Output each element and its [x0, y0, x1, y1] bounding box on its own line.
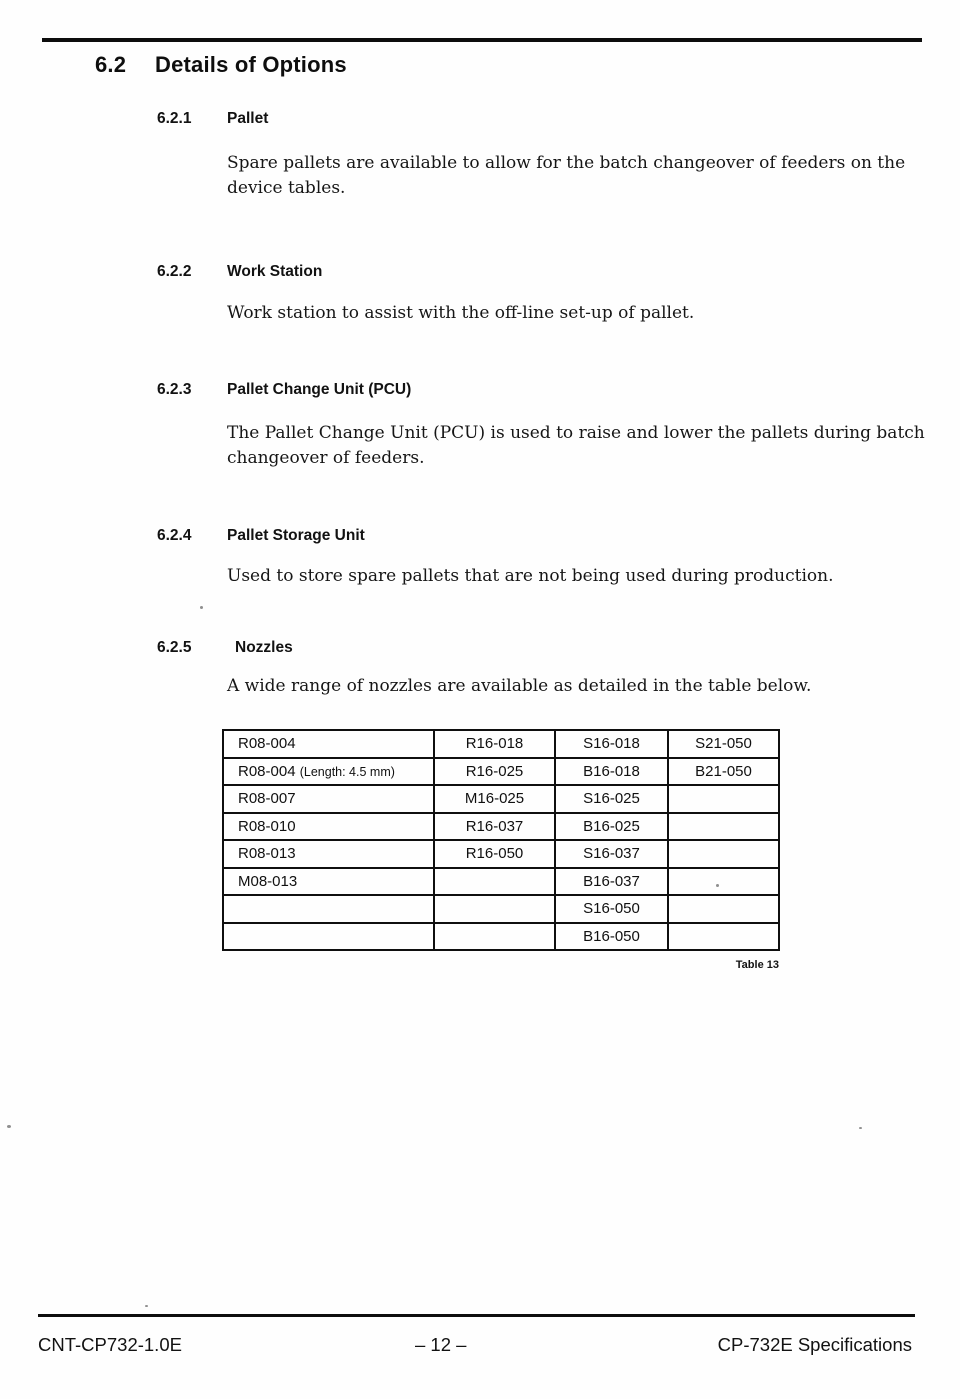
- text-line: The Pallet Change Unit (PCU) is used to raise and lower the pallets during batch: [227, 423, 925, 443]
- scan-speck: [200, 606, 203, 609]
- table-row: [223, 813, 779, 841]
- table-cell: [668, 840, 779, 868]
- table-cell: B16-037: [555, 868, 668, 896]
- text-line: A wide range of nozzles are available as detailed in the table below.: [227, 676, 812, 696]
- scan-speck: [716, 884, 719, 887]
- table-row: [223, 868, 779, 896]
- table-row: [223, 785, 779, 813]
- paragraph-pallet-storage-unit: [227, 564, 834, 589]
- paragraph-work-station: [227, 301, 694, 326]
- text-line: changeover of feeders.: [227, 448, 425, 468]
- subsection-number: 6.2.5: [157, 639, 192, 656]
- text-line: Spare pallets are available to allow for the batch changeover of feeders on the: [227, 153, 906, 173]
- top-rule: [42, 38, 922, 42]
- table-cell: B16-018: [555, 758, 668, 786]
- subsection-number: 6.2.2: [157, 263, 192, 280]
- subsection-heading-pallet: [157, 110, 268, 128]
- footer-page-number: – 12 –: [415, 1334, 467, 1355]
- table-cell: R08-007: [223, 785, 434, 813]
- table-cell: [668, 895, 779, 923]
- table-cell: R08-004 (Length: 4.5 mm): [223, 758, 434, 786]
- table-cell: [223, 923, 434, 951]
- subsection-title: Nozzles: [235, 639, 293, 656]
- table-cell: M08-013: [223, 868, 434, 896]
- scan-speck: [145, 1305, 148, 1307]
- table-cell: [668, 868, 779, 896]
- table-cell: S16-050: [555, 895, 668, 923]
- section-heading: [95, 52, 347, 78]
- nozzle-table: [222, 729, 780, 951]
- table-cell: R16-050: [434, 840, 555, 868]
- paragraph-pallet: [227, 151, 905, 201]
- table-cell: R08-004: [223, 730, 434, 758]
- table-cell: [668, 923, 779, 951]
- table-cell: S16-025: [555, 785, 668, 813]
- footer-doc-code: CNT-CP732-1.0E: [38, 1334, 182, 1355]
- table-cell: [223, 895, 434, 923]
- text-line: Used to store spare pallets that are not being used during production.: [227, 566, 834, 586]
- table-cell: B16-050: [555, 923, 668, 951]
- page-title: Details of Options: [155, 52, 347, 77]
- paragraph-pallet-change-unit: [227, 421, 925, 471]
- table-row: [223, 758, 779, 786]
- subsection-heading-nozzles: [157, 639, 293, 657]
- footer-rule: [38, 1314, 915, 1317]
- table-cell: M16-025: [434, 785, 555, 813]
- table-cell: R16-037: [434, 813, 555, 841]
- table-row: [223, 840, 779, 868]
- table-cell: [668, 785, 779, 813]
- scan-speck: [859, 1127, 862, 1129]
- table-cell: R08-010: [223, 813, 434, 841]
- paragraph-nozzles: [227, 674, 811, 699]
- subsection-heading-pallet-storage-unit: [157, 527, 365, 545]
- footer-doc-title: CP-732E Specifications: [717, 1334, 912, 1355]
- table-cell: B16-025: [555, 813, 668, 841]
- table-cell: [434, 868, 555, 896]
- subsection-title: Pallet Storage Unit: [227, 527, 365, 544]
- table-row: [223, 923, 779, 951]
- table-cell: S16-037: [555, 840, 668, 868]
- table-row: [223, 730, 779, 758]
- section-number: 6.2: [95, 52, 127, 77]
- table-cell: R08-013: [223, 840, 434, 868]
- cell-note: (Length: 4.5 mm): [299, 764, 395, 779]
- table-caption: Table 13: [735, 959, 779, 971]
- table-cell: B21-050: [668, 758, 779, 786]
- subsection-heading-pallet-change-unit: [157, 381, 411, 399]
- scan-speck: [7, 1125, 11, 1128]
- text-line: device tables.: [227, 178, 346, 198]
- subsection-title: Work Station: [227, 263, 323, 280]
- table-cell: S16-018: [555, 730, 668, 758]
- subsection-heading-work-station: [157, 263, 322, 281]
- table-cell: [668, 813, 779, 841]
- subsection-title: Pallet Change Unit (PCU): [227, 381, 412, 398]
- table-row: [223, 895, 779, 923]
- subsection-title: Pallet: [227, 110, 269, 127]
- table-cell: [434, 923, 555, 951]
- table-cell: S21-050: [668, 730, 779, 758]
- text-line: Work station to assist with the off-line set-up of pallet.: [227, 303, 695, 323]
- table-cell: R16-018: [434, 730, 555, 758]
- subsection-number: 6.2.1: [157, 110, 192, 127]
- table-cell: R16-025: [434, 758, 555, 786]
- subsection-number: 6.2.4: [157, 527, 192, 544]
- table-cell: [434, 895, 555, 923]
- subsection-number: 6.2.3: [157, 381, 192, 398]
